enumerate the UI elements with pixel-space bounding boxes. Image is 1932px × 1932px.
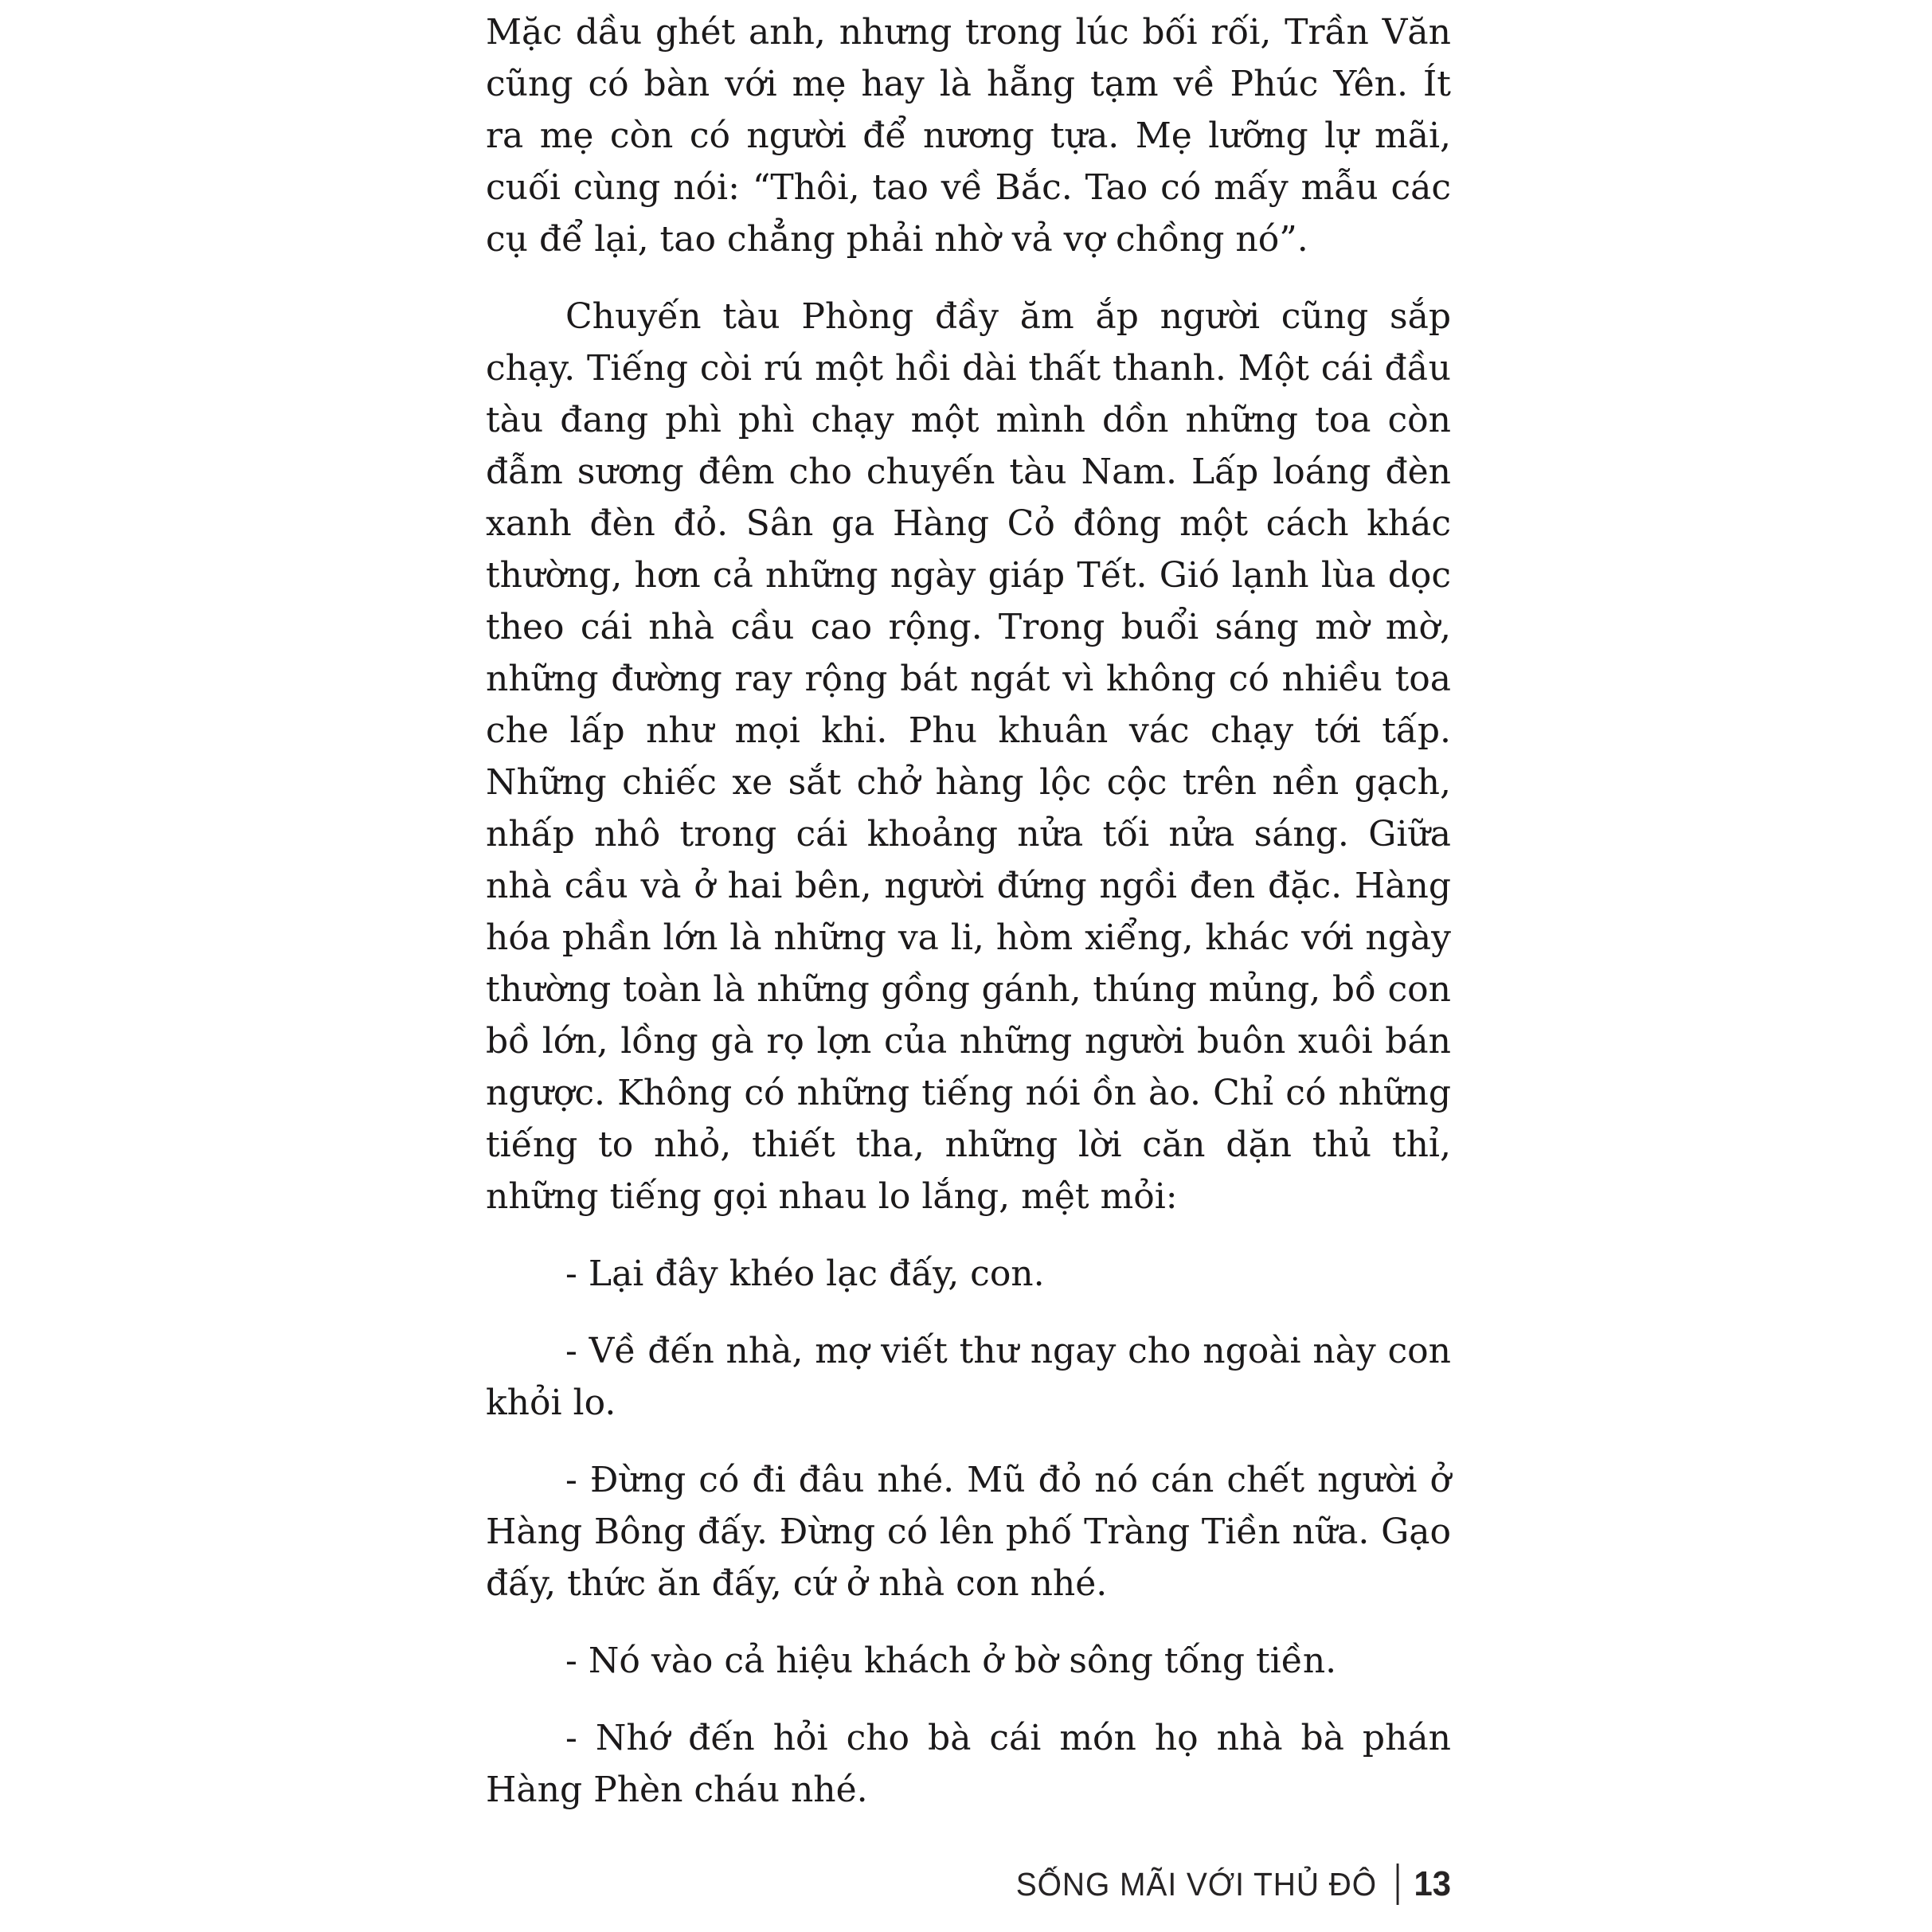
paragraph: Chuyến tàu Phòng đầy ăm ắp người cũng sắp chạy. Tiếng còi rú một hồi dài thất thanh. Một cái đầu tàu đang phì phì chạy một mình dồn những toa còn đẫm sương đêm cho chuyến tàu Nam. Lấp loáng đèn xanh đèn đỏ. Sân ga Hàng Cỏ đông một cách khác thường, hơn cả những ngày giáp Tết. Gió lạnh lùa dọc theo cái nhà cầu cao rộng. Trong buổi sáng mờ mờ, những đường ray rộng bát ngát vì không có nhiều toa che lấp như mọi khi. Phu khuân vác chạy tới tấp. Những chiếc xe sắt chở hàng lộc cộc trên nền gạch, nhấp nhô trong cái khoảng nửa tối nửa sáng. Giữa nhà cầu và ở hai bên, người đứng ngồi đen đặc. Hàng hóa phần lớn là những va li, hòm xiểng, khác với ngày thường toàn là những gồng gánh, thúng mủng, bồ con bồ lớn, lồng gà rọ lợn của những người buôn xuôi bán ngược. Không có những tiếng nói ồn ào. Chỉ có những tiếng to nhỏ, thiết tha, những lời căn dặn thủ thỉ, những tiếng gọi nhau lo lắng, mệt mỏi: [486,296,1451,1217]
paragraph: - Về đến nhà, mợ viết thư ngay cho ngoài này con khỏi lo. [486,1331,1451,1423]
paragraph: - Đừng có đi đâu nhé. Mũ đỏ nó cán chết người ở Hàng Bông đấy. Đừng có lên phố Tràng Tiền nữa. Gạo đấy, thức ăn đấy, cứ ở nhà con nhé. [486,1460,1451,1604]
page-footer [1016,1864,1451,1905]
paragraph: - Lại đây khéo lạc đấy, con. [565,1253,1045,1294]
footer-page-number: 13 [1414,1864,1451,1903]
footer-book-title: SỐNG MÃI VỚI THỦ ĐÔ [1015,1865,1377,1903]
paragraph: - Nhớ đến hỏi cho bà cái món họ nhà bà phán Hàng Phèn cháu nhé. [486,1718,1451,1810]
page-text [486,6,1451,1841]
paragraph: - Nó vào cả hiệu khách ở bờ sông tống tiền. [565,1641,1337,1681]
paragraph: Mặc dầu ghét anh, nhưng trong lúc bối rối, Trần Văn cũng có bàn với mẹ hay là hẵng tạm về Phúc Yên. Ít ra mẹ còn có người để nương tựa. Mẹ lưỡng lự mãi, cuối cùng nói: “Thôi, tao về Bắc. Tao có mấy mẫu các cụ để lại, tao chẳng phải nhờ vả vợ chồng nó”. [486,12,1451,260]
footer-divider [1397,1864,1399,1905]
